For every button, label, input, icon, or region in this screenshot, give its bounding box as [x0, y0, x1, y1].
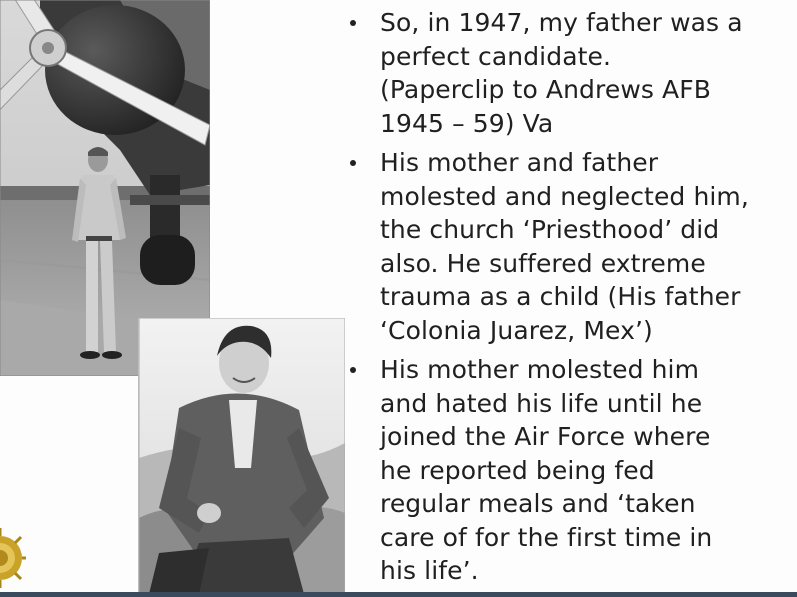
- bullet-list: [340, 6, 795, 594]
- bullet-item-1947-candidate: [340, 6, 795, 140]
- bullet-text-line: also. He suffered extreme: [380, 248, 706, 278]
- bullet-dot-icon: [350, 20, 356, 26]
- bullet-item-air-force: [340, 353, 795, 588]
- bullet-text-line: His mother and father: [380, 148, 659, 177]
- bullet-text-line: molested and neglected him,: [380, 181, 749, 211]
- bullet-text-line: His mother molested him: [380, 355, 700, 384]
- bullet-text-line: trauma as a child (His father: [380, 282, 741, 311]
- bullet-dot-icon: [350, 367, 356, 373]
- bullet-text-line: 1945 – 59) Va: [380, 108, 554, 138]
- bullet-text-line: (Paperclip to Andrews AFB: [380, 75, 711, 104]
- sun-emblem-icon: [0, 520, 26, 590]
- bullet-text-line: his life’.: [380, 556, 479, 585]
- bullet-item-childhood-trauma: [340, 146, 795, 347]
- bullet-text-line: care of for the first time in: [380, 522, 713, 552]
- bullet-text-line: and hated his life until he: [380, 388, 703, 418]
- photo-young-man-sitting: [139, 318, 345, 594]
- bullet-text-line: perfect candidate.: [380, 41, 612, 71]
- bottom-divider: [0, 592, 797, 597]
- bullet-text-line: ‘Colonia Juarez, Mex’): [380, 315, 653, 345]
- bullet-text-line: So, in 1947, my father was a: [380, 8, 743, 37]
- bullet-text-line: regular meals and ‘taken: [380, 489, 696, 518]
- bullet-text-line: the church ‘Priesthood’ did: [380, 215, 720, 244]
- bullet-text-line: he reported being fed: [380, 455, 655, 485]
- bullet-dot-icon: [350, 160, 356, 166]
- bullet-text-line: joined the Air Force where: [380, 422, 711, 451]
